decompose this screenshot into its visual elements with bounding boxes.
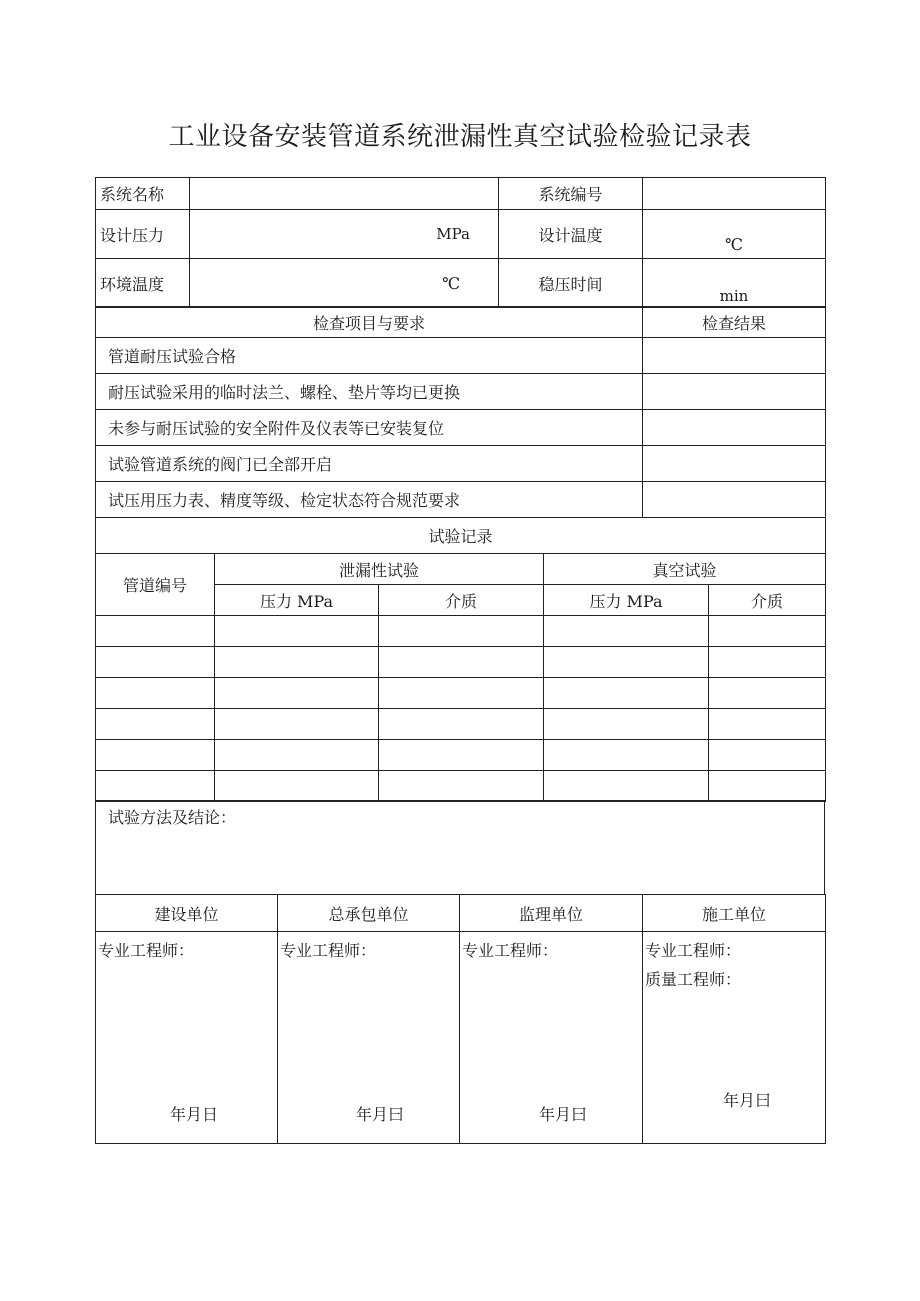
table-cell[interactable] xyxy=(215,740,379,771)
table-cell[interactable] xyxy=(544,740,709,771)
table-cell[interactable] xyxy=(96,678,215,709)
table-row xyxy=(96,709,826,740)
table-cell[interactable] xyxy=(709,616,826,647)
engineer-label: 专业工程师： xyxy=(98,941,195,960)
inspection-result-cell[interactable] xyxy=(643,482,826,518)
signature-block xyxy=(95,894,825,1144)
inspection-item: 未参与耐压试验的安全附件及仪表等已安装复位 xyxy=(96,410,643,446)
table-row xyxy=(96,771,826,802)
ambient-temp-unit: ℃ xyxy=(442,273,460,293)
design-pressure-label: 设计压力 xyxy=(96,210,190,259)
table-cell[interactable] xyxy=(379,740,544,771)
table-cell[interactable] xyxy=(544,616,709,647)
table-cell[interactable] xyxy=(215,647,379,678)
table-cell[interactable] xyxy=(544,678,709,709)
conclusion-field[interactable] xyxy=(96,801,825,895)
conclusion-label: 试验方法及结论： xyxy=(108,808,237,827)
test-record-title: 试验记录 xyxy=(96,518,826,554)
inspection-result-cell[interactable] xyxy=(643,338,826,374)
test-record-block xyxy=(95,517,825,802)
hold-time-unit: min xyxy=(719,287,749,305)
inspection-block xyxy=(95,306,825,518)
engineer-label: 专业工程师： xyxy=(280,941,377,960)
construction-unit-header: 施工单位 xyxy=(643,895,826,932)
contractor-date: 年月曰 xyxy=(356,1105,405,1124)
table-cell[interactable] xyxy=(96,709,215,740)
vacuum-test-header: 真空试验 xyxy=(544,554,826,585)
inspection-result-header: 检查结果 xyxy=(643,307,826,338)
owner-unit-header: 建设单位 xyxy=(96,895,278,932)
hold-time-field[interactable] xyxy=(643,259,826,308)
conclusion-block xyxy=(95,800,825,895)
table-row xyxy=(96,740,826,771)
contractor-sign-cell[interactable] xyxy=(278,932,460,1144)
table-cell[interactable] xyxy=(96,616,215,647)
table-row xyxy=(96,616,826,647)
design-pressure-field[interactable] xyxy=(190,210,499,259)
table-cell[interactable] xyxy=(544,771,709,802)
table-cell[interactable] xyxy=(544,647,709,678)
table-cell[interactable] xyxy=(379,709,544,740)
table-cell[interactable] xyxy=(709,709,826,740)
form-title: 工业设备安装管道系统泄漏性真空试验检验记录表 xyxy=(168,122,752,152)
inspection-items-header: 检查项目与要求 xyxy=(96,307,643,338)
vacuum-medium-header: 介质 xyxy=(709,585,826,616)
table-cell[interactable] xyxy=(544,709,709,740)
header-block xyxy=(95,177,825,308)
table-cell[interactable] xyxy=(379,771,544,802)
construction-sign-cell[interactable] xyxy=(643,932,826,1144)
leak-pressure-header: 压力 MPa xyxy=(215,585,379,616)
inspection-item: 管道耐压试验合格 xyxy=(96,338,643,374)
inspection-result-cell[interactable] xyxy=(643,410,826,446)
table-row xyxy=(96,678,826,709)
inspection-result-cell[interactable] xyxy=(643,374,826,410)
system-no-field[interactable] xyxy=(643,178,826,210)
owner-sign-cell[interactable] xyxy=(96,932,278,1144)
general-contractor-header: 总承包单位 xyxy=(278,895,460,932)
system-name-label: 系统名称 xyxy=(96,178,190,210)
design-temp-field[interactable] xyxy=(643,210,826,259)
supervision-unit-header: 监理单位 xyxy=(460,895,643,932)
table-cell[interactable] xyxy=(96,740,215,771)
ambient-temp-label: 环境温度 xyxy=(96,259,190,308)
table-cell[interactable] xyxy=(96,771,215,802)
table-cell[interactable] xyxy=(215,709,379,740)
table-row xyxy=(96,647,826,678)
supervision-date: 年月曰 xyxy=(539,1105,588,1124)
table-cell[interactable] xyxy=(96,647,215,678)
table-cell[interactable] xyxy=(379,616,544,647)
ambient-temp-field[interactable] xyxy=(190,259,499,308)
table-cell[interactable] xyxy=(709,771,826,802)
owner-date: 年月日 xyxy=(170,1105,219,1124)
design-pressure-unit: MPa xyxy=(436,225,470,243)
table-cell[interactable] xyxy=(215,616,379,647)
vacuum-pressure-header: 压力 MPa xyxy=(544,585,709,616)
table-cell[interactable] xyxy=(379,647,544,678)
pipe-no-header: 管道编号 xyxy=(96,554,215,616)
table-cell[interactable] xyxy=(379,678,544,709)
engineer-label: 专业工程师： xyxy=(645,941,742,960)
table-cell[interactable] xyxy=(709,740,826,771)
leak-medium-header: 介质 xyxy=(379,585,544,616)
design-temp-unit: ℃ xyxy=(725,235,743,254)
construction-date: 年月曰 xyxy=(723,1091,772,1110)
table-cell[interactable] xyxy=(215,678,379,709)
quality-engineer-label: 质量工程师： xyxy=(645,970,742,989)
system-no-label: 系统编号 xyxy=(499,178,643,210)
inspection-item: 试压用压力表、精度等级、检定状态符合规范要求 xyxy=(96,482,643,518)
engineer-label: 专业工程师： xyxy=(462,941,559,960)
table-cell[interactable] xyxy=(709,678,826,709)
hold-time-label: 稳压时间 xyxy=(499,259,643,308)
inspection-result-cell[interactable] xyxy=(643,446,826,482)
supervision-sign-cell[interactable] xyxy=(460,932,643,1144)
inspection-item: 试验管道系统的阀门已全部开启 xyxy=(96,446,643,482)
system-name-field[interactable] xyxy=(190,178,499,210)
design-temp-label: 设计温度 xyxy=(499,210,643,259)
leak-test-header: 泄漏性试验 xyxy=(215,554,544,585)
table-cell[interactable] xyxy=(709,647,826,678)
inspection-item: 耐压试验采用的临时法兰、螺栓、垫片等均已更换 xyxy=(96,374,643,410)
table-cell[interactable] xyxy=(215,771,379,802)
